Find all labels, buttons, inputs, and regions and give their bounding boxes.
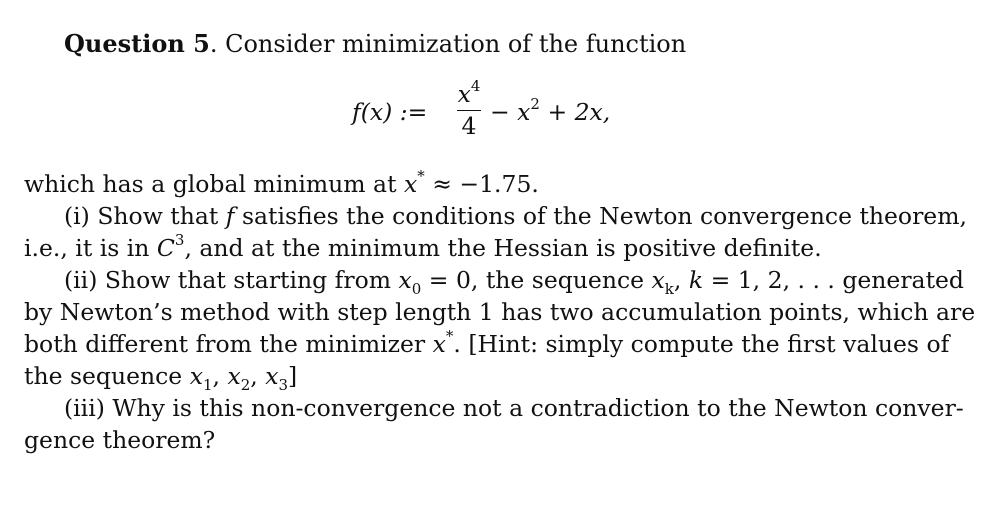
- question-label: Question 5: [64, 29, 210, 58]
- equation-lhs: f(x) :=: [352, 98, 428, 126]
- fraction-denominator: 4: [461, 112, 477, 140]
- part-i-line-1: (i) Show that f satisfies the conditions of the Newton convergence theorem,: [64, 202, 967, 230]
- part-ii-line-3: both different from the minimizer x*. [Hint: simply compute the first values of: [24, 327, 950, 358]
- question-heading: [64, 28, 686, 60]
- part-ii-line-1: (ii) Show that starting from $x_0 = 0$, the sequence $x_k$, k = 1, 2, . . . generated: [64, 266, 964, 298]
- equation-fraction: [456, 78, 482, 141]
- fraction-numerator: $x^4$: [457, 77, 481, 108]
- part-ii-line-4: the sequence $x_1$, $x_2$, $x_3$]: [24, 362, 298, 394]
- part-iii-line-2: gence theorem?: [24, 426, 216, 454]
- part-iii-line-1: (iii) Why is this non-convergence not a contradiction to the Newton conver-: [64, 394, 964, 422]
- part-i-line-2: i.e., it is in $C^3$, and at the minimum the Hessian is positive definite.: [24, 231, 822, 262]
- part-ii-line-2: by Newton’s method with step length 1 has two accumulation points, which are: [24, 298, 976, 326]
- text-line-1: which has a global minimum at x* ≈ −1.75.: [24, 167, 539, 198]
- question-intro: . Consider minimization of the function: [209, 30, 687, 58]
- equation-rhs: − $x^2 + 2x$,: [490, 95, 611, 126]
- function-equation: [352, 78, 652, 148]
